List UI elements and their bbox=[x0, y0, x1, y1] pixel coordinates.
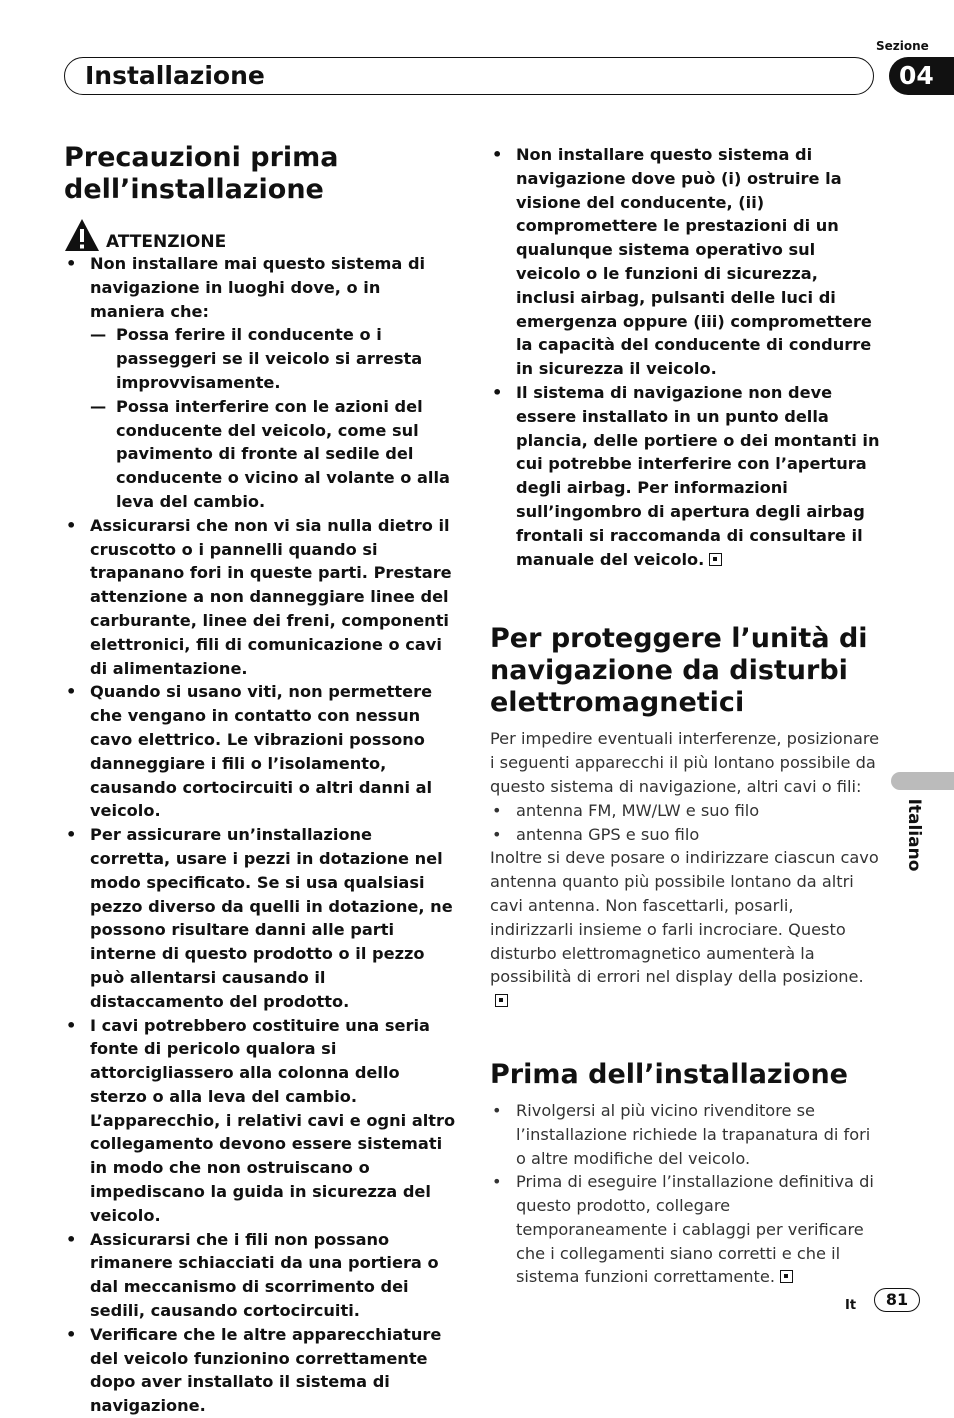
list-item: • Per assicurare un’installazione corretta, usare i pezzi in dotazione nel modo specificato. Se si usa qualsiasi pezzo diverso da quelli in dotazione, ne possono risultare danni alle parti interne di questo prodotto o il pezzo può allentarsi causando il distaccamento del prodotto. bbox=[64, 823, 456, 1013]
emi-intro: Per impedire eventuali interferenze, posizionare i seguenti apparecchi il più lontano possibile da questo sistema di navigazione, altri cavi o fili: bbox=[490, 729, 880, 796]
list-item bbox=[64, 252, 456, 514]
list-item: • antenna GPS e suo filo bbox=[490, 823, 880, 847]
before-install-list bbox=[490, 1099, 880, 1289]
caution-list-continued bbox=[490, 143, 880, 571]
left-column bbox=[64, 142, 456, 1418]
sub-list-item: — Possa interferire con le azioni del conducente del veicolo, come sul pavimento di fronte al sedile del conducente o vicino al volante o alla leva del cambio. bbox=[90, 395, 456, 514]
list-item-text: Non installare mai questo sistema di navigazione in luoghi dove, o in maniera che: bbox=[90, 254, 426, 321]
list-item bbox=[490, 1170, 880, 1289]
caution-label: ATTENZIONE bbox=[106, 232, 227, 252]
end-mark-icon bbox=[709, 553, 722, 566]
list-item-text: Il sistema di navigazione non deve essere installato in un punto della plancia, delle portiere o dei montanti in cui potrebbe interferire con l’apertura degli airbag. Per informazioni sull’ingombro di apertura degli airbag frontali si raccomanda di consultare il manuale del veicolo. bbox=[516, 382, 880, 569]
language-tab-label: Italiano bbox=[904, 798, 924, 872]
page-number: 81 bbox=[874, 1288, 920, 1312]
section-label: Sezione bbox=[876, 39, 929, 53]
heading-before-install: Prima dell’installazione bbox=[490, 1058, 848, 1090]
emi-outro-text: Inoltre si deve posare o indirizzare ciascun cavo antenna quanto più possibile lontano da altri cavi antenna. Non fascettarli, posarli, indirizzarli insieme o farli incrociare. Questo disturbo elettromagnetico aumenterà la possibilità di errori nel display della posizione. bbox=[490, 848, 879, 987]
heading-emi: Per proteggere l’unità di navigazione da disturbi elettromagnetici bbox=[490, 623, 868, 719]
list-item: • Rivolgersi al più vicino rivenditore se l’installazione richiede la trapanatura di fori o altre modifiche del veicolo. bbox=[490, 1099, 880, 1170]
list-item: • Assicurarsi che non vi sia nulla dietro il cruscotto o i pannelli quando si trapanano fori in queste parti. Prestare attenzione a non danneggiare linee del carburante, linee dei freni, componenti elettronici, fili di comunicazione o cavi di alimentazione. bbox=[64, 514, 456, 681]
list-item bbox=[490, 381, 880, 571]
sub-list-item: — Possa ferire il conducente o i passeggeri se il veicolo si arresta improvvisamente. bbox=[90, 323, 456, 394]
list-item-text: Prima di eseguire l’installazione definitiva di questo prodotto, collegare temporaneamente i cablaggi per verificare che i collegamenti siano corretti e che il sistema funzioni correttamente. bbox=[516, 1172, 874, 1287]
caution-list bbox=[64, 252, 456, 1418]
emi-outro bbox=[490, 846, 880, 1013]
list-item: • Quando si usano viti, non permettere che vengano in contatto con nessun cavo elettrico. Le vibrazioni possono danneggiare i fili o l’isolamento, causando cortocircuiti o altri danni al veicolo. bbox=[64, 680, 456, 823]
end-mark-icon bbox=[780, 1270, 793, 1283]
sub-list bbox=[90, 323, 456, 513]
list-item: • Assicurarsi che i fili non possano rimanere schiacciati da una portiera o dal meccanismo di scorrimento dei sedili, causando cortocircuiti. bbox=[64, 1228, 456, 1323]
caution-block bbox=[64, 216, 456, 252]
list-item: • Non installare questo sistema di navigazione dove può (i) ostruire la visione del conducente, (ii) compromettere le prestazioni di un qualunque sistema operativo sul veicolo o le funzioni di sicurezza, inclusi airbag, pulsanti delle luci di emergenza oppure (iii) compromettere la capacità del conducente di condurre in sicurezza il veicolo. bbox=[490, 143, 880, 381]
emi-list bbox=[490, 799, 880, 847]
language-code: It bbox=[845, 1298, 857, 1313]
chapter-header bbox=[64, 57, 874, 95]
language-tab-marker bbox=[891, 772, 954, 790]
heading-precautions: Precauzioni prima dell’installazione bbox=[64, 142, 339, 205]
list-item: • Verificare che le altre apparecchiature del veicolo funzionino correttamente dopo aver installato il sistema di navigazione. bbox=[64, 1323, 456, 1418]
right-column bbox=[490, 143, 880, 1289]
chapter-title: Installazione bbox=[85, 61, 265, 90]
list-item: • I cavi potrebbero costituire una seria fonte di pericolo qualora si attorcigliassero alla colonna dello sterzo o alla leva del cambio. L’apparecchio, i relativi cavi e ogni altro collegamento devono essere sistemati in modo che non ostruiscano o impediscano la guida in sicurezza del veicolo. bbox=[64, 1014, 456, 1228]
list-item: • antenna FM, MW/LW e suo filo bbox=[490, 799, 880, 823]
section-number-badge: 04 bbox=[889, 57, 954, 95]
warning-triangle-icon bbox=[64, 218, 100, 252]
end-mark-icon bbox=[495, 994, 508, 1007]
